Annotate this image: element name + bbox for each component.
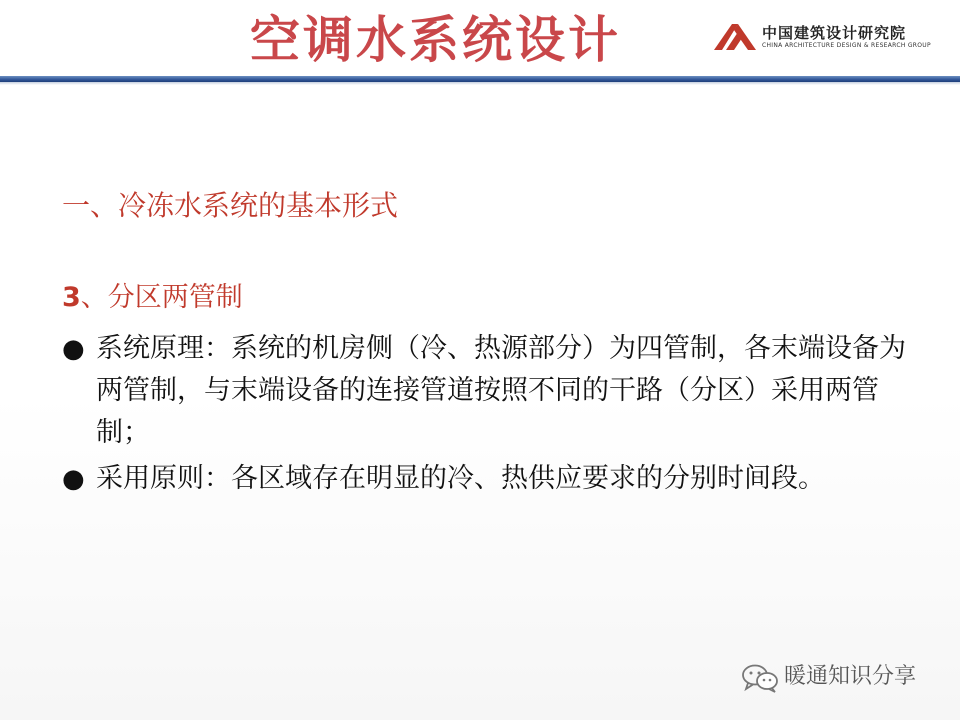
header-divider-shadow xyxy=(0,82,960,85)
bullet-dot-icon: ● xyxy=(62,464,85,494)
company-logo xyxy=(712,22,932,56)
section-heading: 一、冷冻水系统的基本形式 xyxy=(62,189,399,222)
subsection-heading xyxy=(62,278,462,318)
logo-mark-icon xyxy=(712,22,758,52)
bullet-text: 采用原则：各区域存在明显的冷、热供应要求的分别时间段。 xyxy=(96,463,825,494)
wechat-icon xyxy=(740,663,780,693)
bullet-item-rule xyxy=(62,458,922,500)
logo-english-name: CHINA ARCHITECTURE DESIGN & RESEARCH GROUP xyxy=(762,42,931,49)
watermark-text: 暖通知识分享 xyxy=(784,664,917,689)
bullet-item-principle xyxy=(62,328,922,454)
bullet-text: 系统原理：系统的机房侧（冷、热源部分）为四管制，各末端设备为两管制，与末端设备的连接管道按照不同的干路（分区）采用两管制； xyxy=(96,333,906,448)
logo-chinese-name: 中国建筑设计研究院 xyxy=(762,24,907,42)
subsection-number: 3 xyxy=(62,282,81,313)
slide-title: 空调水系统设计 xyxy=(250,11,621,69)
watermark xyxy=(740,660,940,694)
bullet-dot-icon: ● xyxy=(62,334,85,364)
subsection-title: 、分区两管制 xyxy=(80,282,243,313)
